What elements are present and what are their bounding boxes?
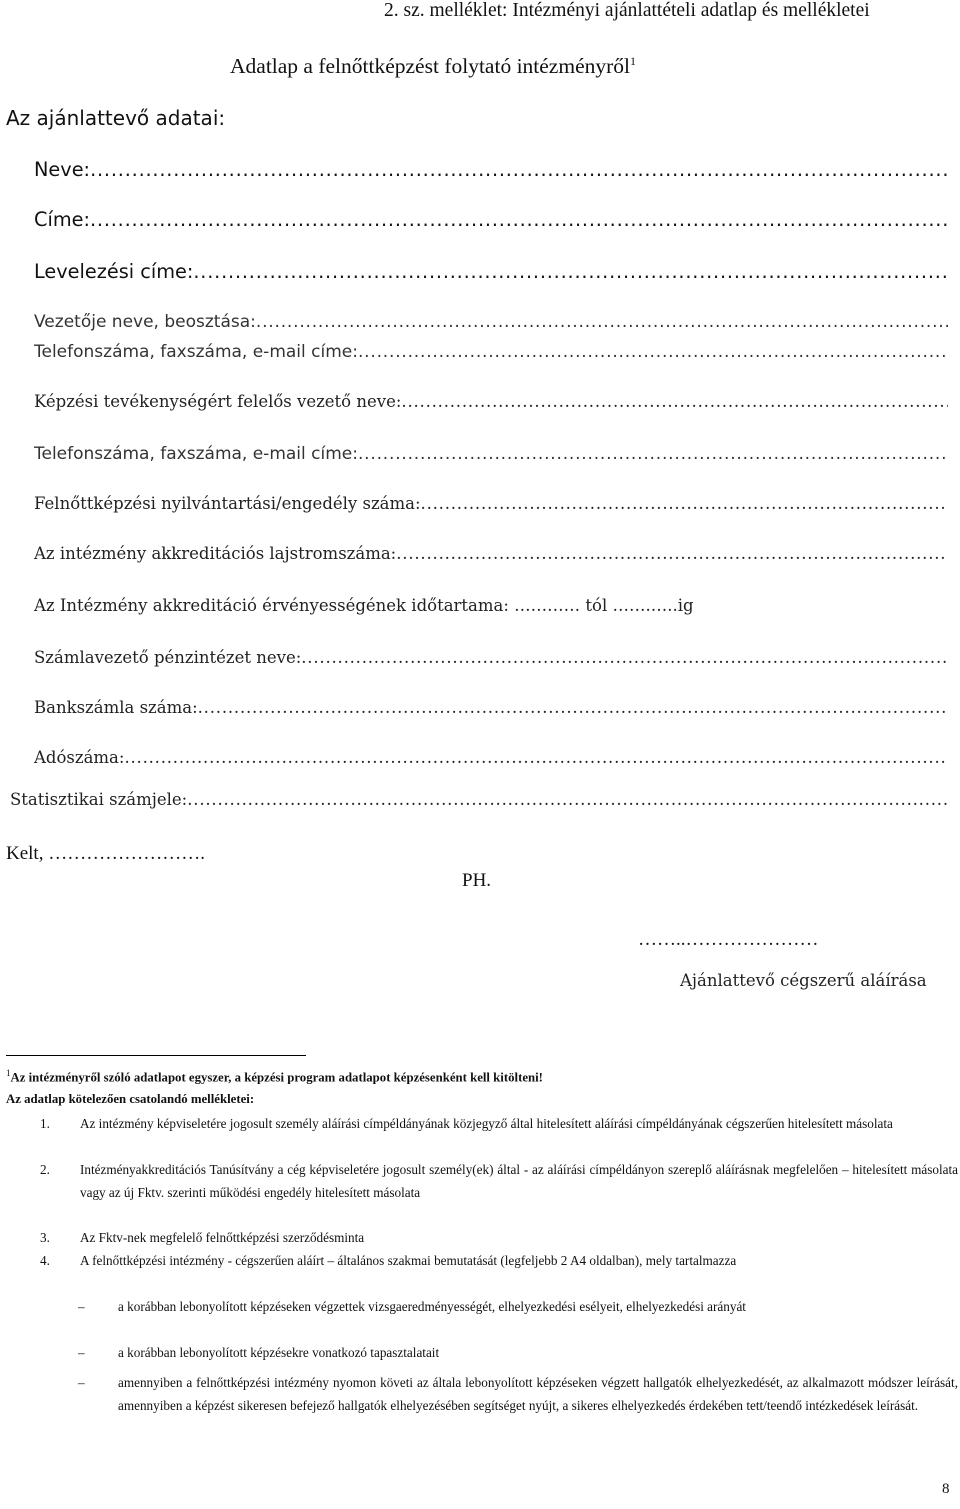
field-telefon-2[interactable] bbox=[34, 444, 948, 470]
footnote-separator bbox=[6, 1055, 306, 1056]
field-vezetoje[interactable] bbox=[34, 312, 948, 338]
field-label: Képzési tevékenységért felelős vezető neve: bbox=[34, 392, 402, 411]
field-telefon-1[interactable] bbox=[34, 342, 948, 368]
field-label: Adószáma: bbox=[34, 748, 125, 767]
field-statisztikai[interactable] bbox=[10, 790, 948, 816]
signature-label: Ajánlattevő cégszerű aláírása bbox=[680, 971, 927, 990]
field-label: Az intézmény akkreditációs lajstromszáma: bbox=[34, 544, 397, 563]
fill-line bbox=[124, 748, 948, 767]
dash-bullet: – bbox=[78, 1345, 85, 1360]
fill-line bbox=[90, 158, 948, 181]
field-cime[interactable] bbox=[34, 208, 948, 234]
field-bankszamla[interactable] bbox=[34, 698, 948, 724]
field-kepzesi-vezeto[interactable] bbox=[34, 392, 948, 418]
field-lajstromszam[interactable] bbox=[34, 544, 948, 570]
stamp-placeholder: PH. bbox=[462, 870, 492, 891]
fill-line bbox=[187, 790, 948, 809]
attachments-heading: Az adatlap kötelezően csatolandó mellékletei: bbox=[6, 1092, 255, 1106]
field-levelezesi-cime[interactable] bbox=[34, 260, 948, 286]
fill-line bbox=[256, 312, 948, 332]
page-number: 8 bbox=[942, 1481, 950, 1497]
field-label: Statisztikai számjele: bbox=[10, 790, 188, 809]
field-ervenyesseg[interactable]: Az Intézmény akkreditáció érvényességének időtartama: ………… tól …….…..ig bbox=[34, 596, 694, 615]
field-label: Címe: bbox=[34, 208, 90, 231]
item-number: 1. bbox=[40, 1116, 50, 1131]
field-label: Neve: bbox=[34, 158, 91, 181]
date-line[interactable]: Kelt, ……………………. bbox=[6, 843, 205, 864]
item-text: Az intézmény képviseletére jogosult személy aláírási címpéldányának közjegyző által hitelesített aláírási címpéldányának cégszerűen hitelesített másolata bbox=[80, 1116, 893, 1131]
fill-line bbox=[301, 648, 948, 667]
item-number: 2. bbox=[40, 1162, 50, 1177]
footnote-text: Az intézményről szóló adatlapot egyszer, a képzési program adatlapot képzésenként kell kitölteni! bbox=[10, 1070, 543, 1085]
dash-bullet: – bbox=[78, 1375, 85, 1390]
fill-line bbox=[358, 444, 948, 464]
fill-line bbox=[90, 208, 948, 231]
sub-item-text: amennyiben a felnőttképzési intézmény nyomon követi az általa lebonyolított képzéseken végzett hallgatók elhelyezkedését, az alkalmazott módszer leírását, amennyiben a képzést sikeresen befejező hallgatók elhelyezésében segítséget nyújt, a sikeres elhelyezkedés érdekében tett/teendő intézkedések leírását. bbox=[118, 1375, 958, 1413]
item-number: 3. bbox=[40, 1230, 50, 1245]
item-text: Az Fktv-nek megfelelő felnőttképzési szerződésminta bbox=[80, 1230, 365, 1245]
item-number: 4. bbox=[40, 1253, 50, 1268]
section-label: Az ajánlattevő adatai: bbox=[6, 106, 226, 130]
footnote-mark: 1 bbox=[6, 1068, 11, 1078]
title-text: Adatlap a felnőttképzést folytató intézményről bbox=[230, 54, 630, 79]
sub-item-text: a korábban lebonyolított képzésekre vonatkozó tapasztalatait bbox=[118, 1345, 440, 1360]
field-adoszam[interactable] bbox=[34, 748, 948, 774]
fill-line bbox=[401, 392, 948, 411]
page-header: 2. sz. melléklet: Intézményi ajánlattételi adatlap és mellékletei bbox=[384, 0, 870, 21]
footnote-marker: 1 bbox=[630, 54, 636, 68]
footnote bbox=[6, 1068, 543, 1085]
item-text: Intézményakkreditációs Tanúsítvány a cég képviseletére jogosult személy(ek) által - az aláírási címpéldányon szereplő aláírásnak megfelelően – hitelesített másolata vagy az új Fktv. szerinti működési engedély hitelesített másolata bbox=[80, 1162, 958, 1200]
field-label: Bankszámla száma: bbox=[34, 698, 198, 717]
field-nyilvantartasi[interactable] bbox=[34, 494, 948, 520]
field-label: Vezetője neve, beosztása: bbox=[34, 312, 256, 332]
field-label: Számlavezető pénzintézet neve: bbox=[34, 648, 302, 667]
fill-line bbox=[193, 260, 948, 283]
fill-line bbox=[198, 698, 948, 717]
field-neve[interactable] bbox=[34, 158, 948, 184]
field-label: Telefonszáma, faxszáma, e-mail címe: bbox=[34, 444, 358, 464]
page-title bbox=[230, 54, 636, 79]
field-label: Felnőttképzési nyilvántartási/engedély száma: bbox=[34, 494, 421, 513]
sub-item-text: a korábban lebonyolított képzéseken végzettek vizsgaeredményességét, elhelyezkedési esélyeit, elhelyezkedési arányát bbox=[118, 1299, 746, 1314]
field-szamlavezeto[interactable] bbox=[34, 648, 948, 674]
field-label: Telefonszáma, faxszáma, e-mail címe: bbox=[34, 342, 358, 362]
item-text: A felnőttképzési intézmény - cégszerűen aláírt – általános szakmai bemutatását (legfeljebb 2 A4 oldalban), mely tartalmazza bbox=[80, 1253, 737, 1268]
fill-line bbox=[396, 544, 948, 563]
fill-line bbox=[358, 342, 948, 362]
dash-bullet: – bbox=[78, 1299, 85, 1314]
fill-line bbox=[421, 494, 948, 513]
field-label: Levelezési címe: bbox=[34, 260, 194, 283]
signature-line[interactable]: ……..………………… bbox=[638, 929, 819, 950]
